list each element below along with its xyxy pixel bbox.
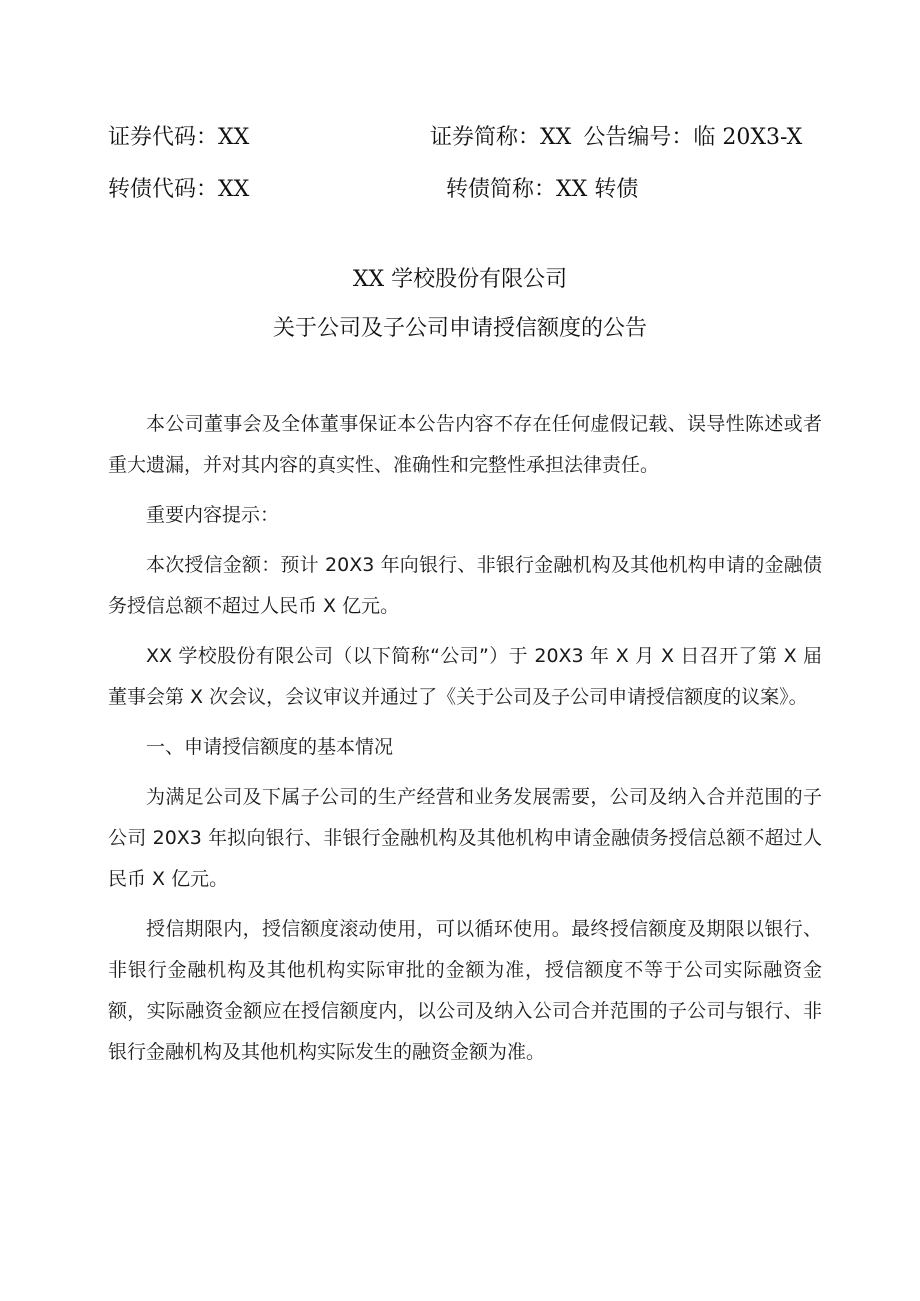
stock-abbr: 证券简称：XX xyxy=(430,125,572,150)
paragraph-credit-amount: 本次授信金额：预计 20X3 年向银行、非银行金融机构及其他机构申请的金融债务授信总额不超过人民币 X 亿元。 xyxy=(108,554,822,617)
paragraph-key-points-heading: 重要内容提示： xyxy=(146,504,280,526)
header-row-bonds xyxy=(108,170,828,210)
paragraph-disclaimer: 本公司董事会及全体董事保证本公告内容不存在任何虚假记载、误导性陈述或者重大遗漏，并对其内容的真实性、准确性和完整性承担法律责任。 xyxy=(108,413,822,476)
announcement-body xyxy=(108,404,822,1082)
bond-code: 转债代码：XX xyxy=(108,177,250,202)
bond-abbr: 转债简称：XX 转债 xyxy=(446,177,639,202)
bond-info-right xyxy=(446,170,638,210)
paragraph-credit-terms: 授信期限内，授信额度滚动使用，可以循环使用。最终授信额度及期限以银行、非银行金融机构及其他机构实际审批的金额为准，授信额度不等于公司实际融资金额，实际融资金额应在授信额度内，以公司及纳入公司合并范围的子公司与银行、非银行金融机构及其他机构实际发生的融资金额为准。 xyxy=(108,918,822,1063)
paragraph-purpose: 为满足公司及下属子公司的生产经营和业务发展需要，公司及纳入合并范围的子公司 20X3 年拟向银行、非银行金融机构及其他机构申请金融债务授信总额不超过人民币 X 亿元。 xyxy=(108,786,822,890)
stock-code: 证券代码：XX xyxy=(108,125,250,150)
section-heading-basic-info: 一、申请授信额度的基本情况 xyxy=(146,736,394,758)
header-row-securities xyxy=(108,118,828,158)
stock-info-right xyxy=(430,118,802,158)
announcement-number: 公告编号：临 20X3-X xyxy=(583,125,803,150)
paragraph-board-meeting: XX 学校股份有限公司（以下简称“公司”）于 20X3 年 X 月 X 日召开了第 X 届董事会第 X 次会议，会议审议并通过了《关于公司及子公司申请授信额度的议案》。 xyxy=(108,645,822,708)
company-title: XX 学校股份有限公司 xyxy=(352,267,568,292)
announcement-title: 关于公司及子公司申请授信额度的公告 xyxy=(272,316,647,341)
